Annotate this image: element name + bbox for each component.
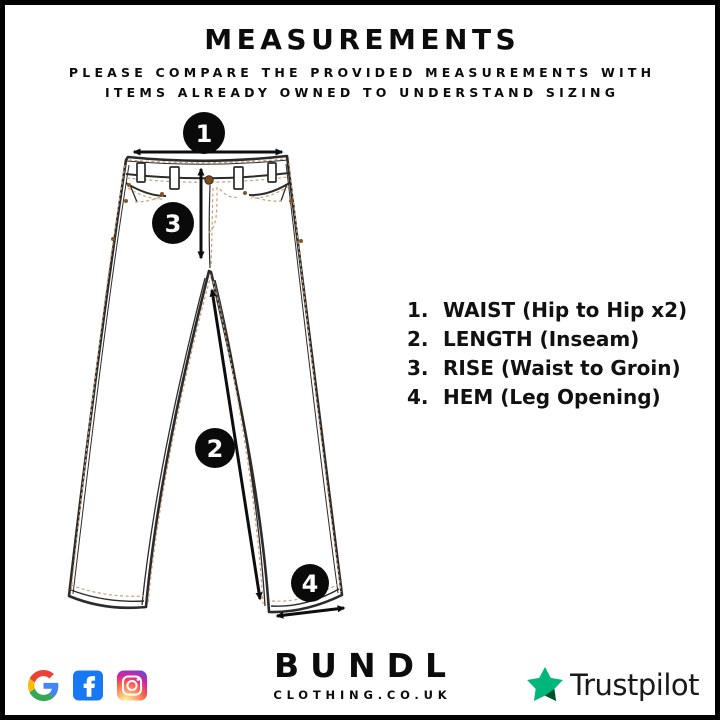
brand-domain: CLOTHING.CO.UK: [273, 688, 452, 702]
legend-label: RISE (Waist to Groin): [443, 355, 681, 380]
facebook-icon[interactable]: [73, 670, 103, 701]
page-title: MEASUREMENTS: [204, 23, 521, 56]
legend-label: HEM (Leg Opening): [443, 384, 661, 409]
legend-item-length: [407, 324, 687, 353]
legend-number: 2.: [407, 326, 429, 351]
legend-number: 4.: [407, 384, 429, 409]
legend-item-hem: [407, 382, 687, 411]
svg-text:4: 4: [301, 570, 319, 598]
marker-4: [291, 564, 329, 602]
marker-1: [183, 112, 225, 154]
page-subtitle: [5, 63, 715, 103]
legend-label: LENGTH (Inseam): [443, 326, 640, 351]
social-icons: [28, 670, 147, 701]
subtitle-line-1: PLEASE COMPARE THE PROVIDED MEASUREMENTS WITH: [68, 65, 656, 80]
google-icon[interactable]: [28, 670, 59, 701]
trustpilot-logo[interactable]: [526, 667, 699, 703]
subtitle-line-2: ITEMS ALREADY OWNED TO UNDERSTAND SIZING: [105, 85, 620, 100]
jeans-body: [69, 156, 342, 612]
trustpilot-star-icon: [526, 667, 564, 703]
svg-text:3: 3: [164, 210, 182, 238]
brand-name: BUNDL: [274, 646, 457, 685]
marker-2: [195, 428, 235, 468]
brand-logo: [263, 646, 457, 702]
jeans-illustration: [50, 105, 380, 630]
instagram-icon[interactable]: [117, 670, 147, 701]
measurement-legend: [407, 295, 687, 411]
trustpilot-wordmark: Trustpilot: [570, 668, 699, 702]
legend-item-waist: [407, 295, 687, 324]
svg-text:1: 1: [195, 120, 213, 148]
marker-3: [152, 202, 194, 244]
legend-number: 3.: [407, 355, 429, 380]
legend-item-rise: [407, 353, 687, 382]
header: [5, 23, 715, 103]
svg-text:2: 2: [206, 435, 224, 463]
legend-label: WAIST (Hip to Hip x2): [443, 297, 688, 322]
legend-number: 1.: [407, 297, 429, 322]
